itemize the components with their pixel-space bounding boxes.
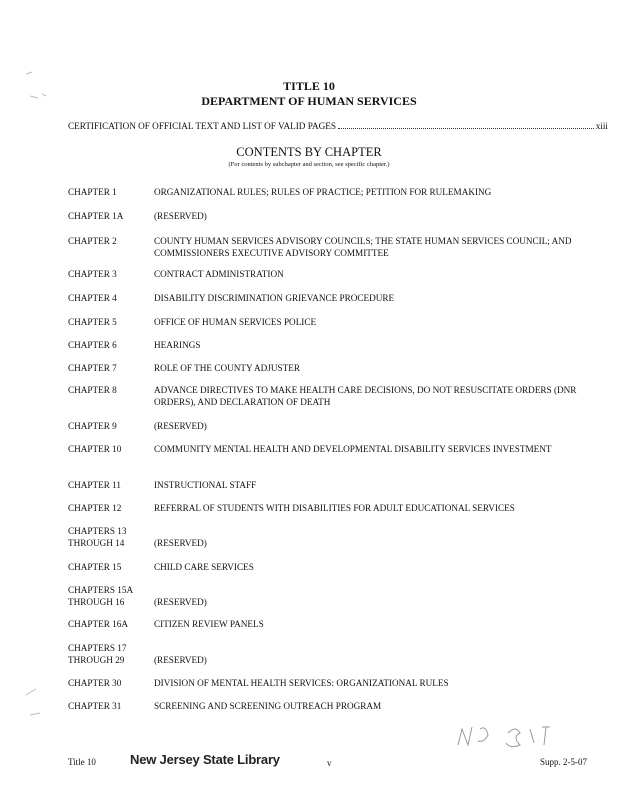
- chapter-description: ORGANIZATIONAL RULES; RULES OF PRACTICE; PETITION FOR RULEMAKING: [154, 187, 492, 197]
- chapter-description: HEARINGS: [154, 340, 201, 350]
- chapter-description: OFFICE OF HUMAN SERVICES POLICE: [154, 317, 317, 327]
- footer-title: Title 10: [68, 757, 96, 767]
- chapter-description: ROLE OF THE COUNTY ADJUSTER: [154, 363, 300, 373]
- chapter-description: CITIZEN REVIEW PANELS: [154, 619, 264, 629]
- chapter-number: CHAPTER 15: [68, 562, 122, 572]
- chapter-description: ADVANCE DIRECTIVES TO MAKE HEALTH CARE DECISIONS, DO NOT RESUSCITATE ORDERS (DNR ORDERS), AND DECLARATION OF DEATH: [154, 385, 577, 407]
- chapter-number: CHAPTER 16A: [68, 619, 128, 629]
- chapter-number: CHAPTER 10: [68, 444, 122, 454]
- chapter-number: CHAPTER 3: [68, 269, 117, 279]
- library-stamp: New Jersey State Library: [130, 752, 280, 767]
- page-number: v: [327, 758, 332, 768]
- supplement-date: Supp. 2-5-07: [540, 757, 587, 767]
- certification-label: CERTIFICATION OF OFFICIAL TEXT AND LIST OF VALID PAGES: [68, 121, 336, 131]
- chapter-description: DISABILITY DISCRIMINATION GRIEVANCE PROCEDURE: [154, 293, 395, 303]
- chapter-description: (RESERVED): [154, 538, 207, 548]
- chapter-number: CHAPTER 7: [68, 363, 117, 373]
- title-line-2: DEPARTMENT OF HUMAN SERVICES: [201, 94, 417, 108]
- chapter-number: CHAPTER 30: [68, 678, 122, 688]
- chapter-number: CHAPTER 31: [68, 701, 122, 711]
- chapter-number: CHAPTER 11: [68, 480, 122, 490]
- certification-line: [68, 121, 608, 131]
- chapter-description: (RESERVED): [154, 597, 207, 607]
- chapter-number: CHAPTER 12: [68, 503, 122, 513]
- chapter-description: COUNTY HUMAN SERVICES ADVISORY COUNCILS; THE STATE HUMAN SERVICES COUNCIL; AND COMMISSIONERS EXECUTIVE ADVISORY COMMITTEE: [154, 236, 572, 258]
- chapter-number: CHAPTER 1A: [68, 211, 124, 221]
- chapter-description: (RESERVED): [154, 655, 207, 665]
- chapter-number: CHAPTER 5: [68, 317, 117, 327]
- scan-marks: [22, 70, 52, 130]
- chapter-description: COMMUNITY MENTAL HEALTH AND DEVELOPMENTAL DISABILITY SERVICES INVESTMENT: [154, 444, 552, 454]
- contents-heading: CONTENTS BY CHAPTER: [236, 145, 382, 159]
- chapter-description: REFERRAL OF STUDENTS WITH DISABILITIES FOR ADULT EDUCATIONAL SERVICES: [154, 503, 515, 513]
- chapter-description: INSTRUCTIONAL STAFF: [154, 480, 257, 490]
- chapter-number: CHAPTERS 17 THROUGH 29: [68, 643, 127, 665]
- handwritten-scribble: [450, 715, 570, 755]
- chapter-number: CHAPTER 6: [68, 340, 117, 350]
- chapter-description: DIVISION OF MENTAL HEALTH SERVICES: ORGANIZATIONAL RULES: [154, 678, 449, 688]
- chapter-number: CHAPTER 8: [68, 385, 117, 395]
- chapter-number: CHAPTER 2: [68, 236, 117, 246]
- chapter-number: CHAPTERS 15A THROUGH 16: [68, 585, 133, 607]
- chapter-description: SCREENING AND SCREENING OUTREACH PROGRAM: [154, 701, 382, 711]
- chapter-number: CHAPTER 4: [68, 293, 117, 303]
- chapter-description: (RESERVED): [154, 421, 207, 431]
- title-line-1: TITLE 10: [283, 79, 335, 93]
- chapter-description: CONTRACT ADMINISTRATION: [154, 269, 284, 279]
- chapter-number: CHAPTERS 13 THROUGH 14: [68, 526, 127, 548]
- chapter-description: (RESERVED): [154, 211, 207, 221]
- chapter-description: CHILD CARE SERVICES: [154, 562, 254, 572]
- scan-marks-lower: [22, 685, 52, 725]
- dot-leader: [338, 122, 594, 129]
- contents-subheading: (For contents by subchapter and section, see specific chapter.): [228, 161, 390, 168]
- chapter-number: CHAPTER 1: [68, 187, 117, 197]
- certification-page: xiii: [595, 121, 608, 131]
- chapter-number: CHAPTER 9: [68, 421, 117, 431]
